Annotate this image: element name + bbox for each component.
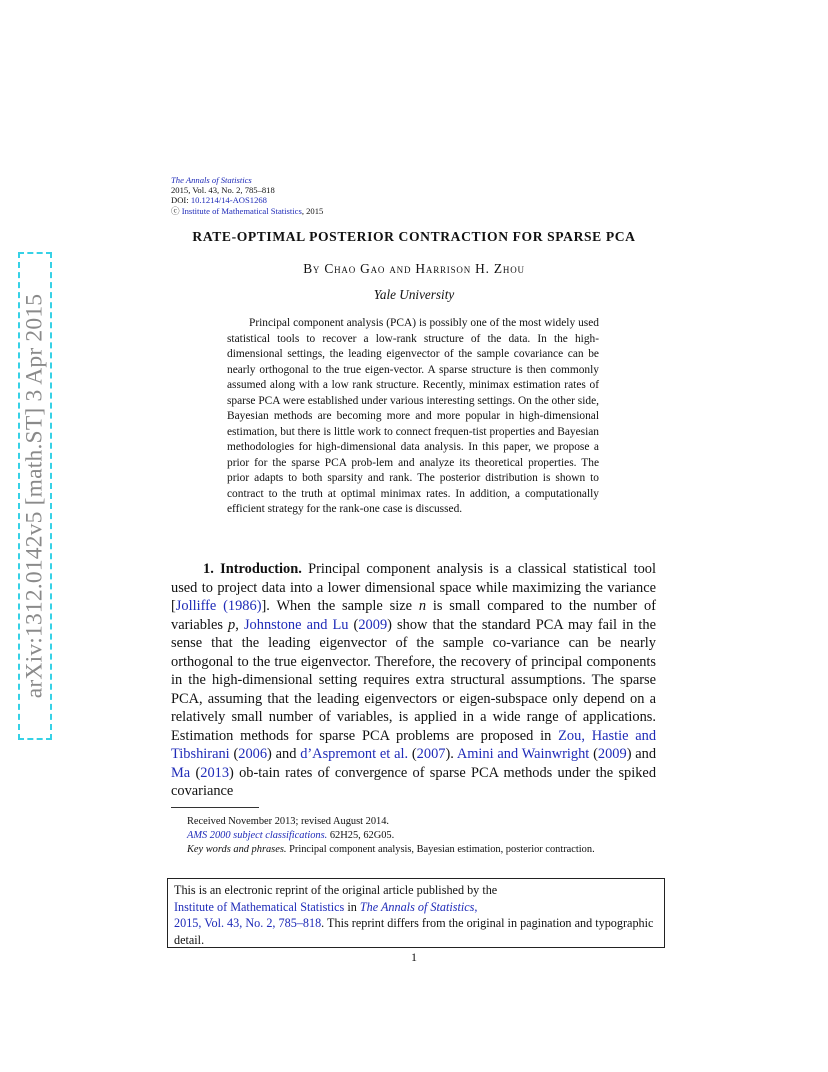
copyright-year: , 2015: [301, 205, 324, 216]
arxiv-stamp-text: arXiv:1312.0142v5 [math.ST] 3 Apr 2015: [21, 293, 48, 699]
section-heading: 1. Introduction.: [203, 561, 302, 577]
keywords-text: Principal component analysis, Bayesian estimation, posterior contraction.: [286, 844, 595, 855]
reprint-journal-link[interactable]: The Annals of Statistics: [359, 899, 475, 914]
ams-classification-link[interactable]: AMS 2000 subject classifications.: [187, 830, 328, 841]
intro-text: ).: [445, 746, 457, 762]
abstract: Principal component analysis (PCA) is possibly one of the most widely used statistical tools to recover a low-rank structure of the data. In the high-dimensional settings, the leading eigenvector of the sample covariance can be nearly orthogonal to the true eigen-vector. A sparse structure is then commonly assumed along with a low rank structure. Recently, minimax estimation rates of sparse PCA were established under various interesting settings. On the other side, Bayesian methods are becoming more and more popular in high-dimensional estimation, but there is little work to connect frequen-tist properties and Bayesian methodologies for high-dimensional data analysis. In this paper, we propose a prior for the sparse PCA prob-lem and analyze its theoretical properties. The prior adapts to both sparsity and rank. The posterior distribution is shown to contract to the truth at optimal minimax rates. In addition, a computationally efficient strategy for the rank-one case is discussed.: [227, 317, 599, 515]
institute-link[interactable]: Institute of Mathematical Statistics: [181, 205, 302, 216]
citation-link[interactable]: Johnstone and Lu: [243, 616, 349, 633]
intro-text: ]. When the sample size: [261, 598, 419, 614]
footnote-rule: [171, 807, 259, 808]
intro-text: ) ob-tain rates of convergence of sparse PCA methods under the spiked covariance: [171, 764, 657, 799]
footnote-received: Received November 2013; revised August 2014.: [187, 816, 389, 827]
ams-codes: 62H25, 62G05.: [327, 830, 395, 841]
reprint-notice-box: [167, 878, 665, 948]
doi-label: DOI:: [171, 195, 191, 206]
journal-name-link[interactable]: The Annals of Statistics: [171, 175, 252, 185]
intro-text: ) show that the standard PCA may fail in the sense that the leading eigenvector of the sample co-variance can be nearly orthogonal to the true eigenvector. Therefore, the recovery of principal components in the high-dimensional setting requires extra structural assumptions. The sparse PCA, assuming that the leading eigenvectors or eigen-subspace only depend on a relatively small number of variables, is applied in a wide range of applications. Estimation methods for sparse PCA problems are proposed in: [171, 616, 656, 744]
reprint-institute-link[interactable]: Institute of Mathematical Statistics: [174, 899, 345, 914]
intro-text: (: [190, 764, 201, 781]
paper-affiliation: Yale University: [373, 287, 455, 302]
citation-link[interactable]: Jolliffe (1986): [175, 598, 262, 614]
intro-text: (: [408, 746, 417, 762]
arxiv-stamp: [18, 252, 52, 740]
citation-year-link[interactable]: 2009: [597, 746, 627, 762]
citation-link[interactable]: Amini and Wainwright: [456, 746, 590, 762]
reprint-text: in: [344, 899, 360, 914]
journal-volume: 2015, Vol. 43, No. 2, 785–818: [171, 185, 275, 196]
intro-text: (: [589, 746, 598, 762]
intro-text: ) and: [626, 746, 657, 762]
journal-header: [171, 175, 323, 216]
intro-text: (: [348, 616, 359, 633]
citation-year-link[interactable]: 2009: [358, 616, 388, 633]
citation-year-link[interactable]: 2007: [416, 746, 446, 762]
doi-link[interactable]: 10.1214/14-AOS1268: [190, 195, 267, 206]
footnotes: [171, 815, 656, 857]
footnote-ams: [171, 829, 656, 843]
copyright-symbol: ⓒ: [171, 205, 180, 216]
citation-link[interactable]: Ma: [171, 764, 191, 781]
intro-text: (: [229, 746, 239, 762]
journal-doi-line: [171, 195, 323, 205]
reprint-comma: ,: [474, 899, 478, 914]
citation-year-link[interactable]: 2013: [200, 764, 230, 781]
citation-link[interactable]: Zou, Hastie and Tibshirani: [171, 727, 657, 762]
intro-text: ,: [235, 616, 244, 633]
citation-link[interactable]: d’Aspremont et al.: [300, 746, 409, 762]
page-number: 1: [411, 950, 417, 964]
intro-text: Principal component analysis is a classical statistical tool used to project data into a lower dimensional space while maximizing the variance [: [171, 561, 657, 614]
paper-authors: By Chao Gao and Harrison H. Zhou: [303, 261, 525, 276]
intro-text: is small compared to the number of variables: [171, 598, 656, 633]
math-variable: p: [228, 616, 236, 633]
reprint-text: . This reprint differs from the original in pagination and typographic detail.: [174, 916, 654, 947]
paper-title: RATE-OPTIMAL POSTERIOR CONTRACTION FOR SPARSE PCA: [192, 229, 636, 244]
footnote-keywords: [171, 843, 656, 857]
citation-year-link[interactable]: 2006: [238, 746, 268, 762]
reprint-volume-link[interactable]: 2015, Vol. 43, No. 2, 785–818: [174, 916, 322, 930]
math-variable: n: [418, 598, 427, 614]
journal-copyright-line: [171, 206, 323, 216]
keywords-label: Key words and phrases.: [187, 844, 287, 855]
intro-text: ) and: [267, 746, 301, 762]
introduction-paragraph: [171, 560, 656, 801]
reprint-text: This is an electronic reprint of the original article published by the: [174, 883, 498, 897]
